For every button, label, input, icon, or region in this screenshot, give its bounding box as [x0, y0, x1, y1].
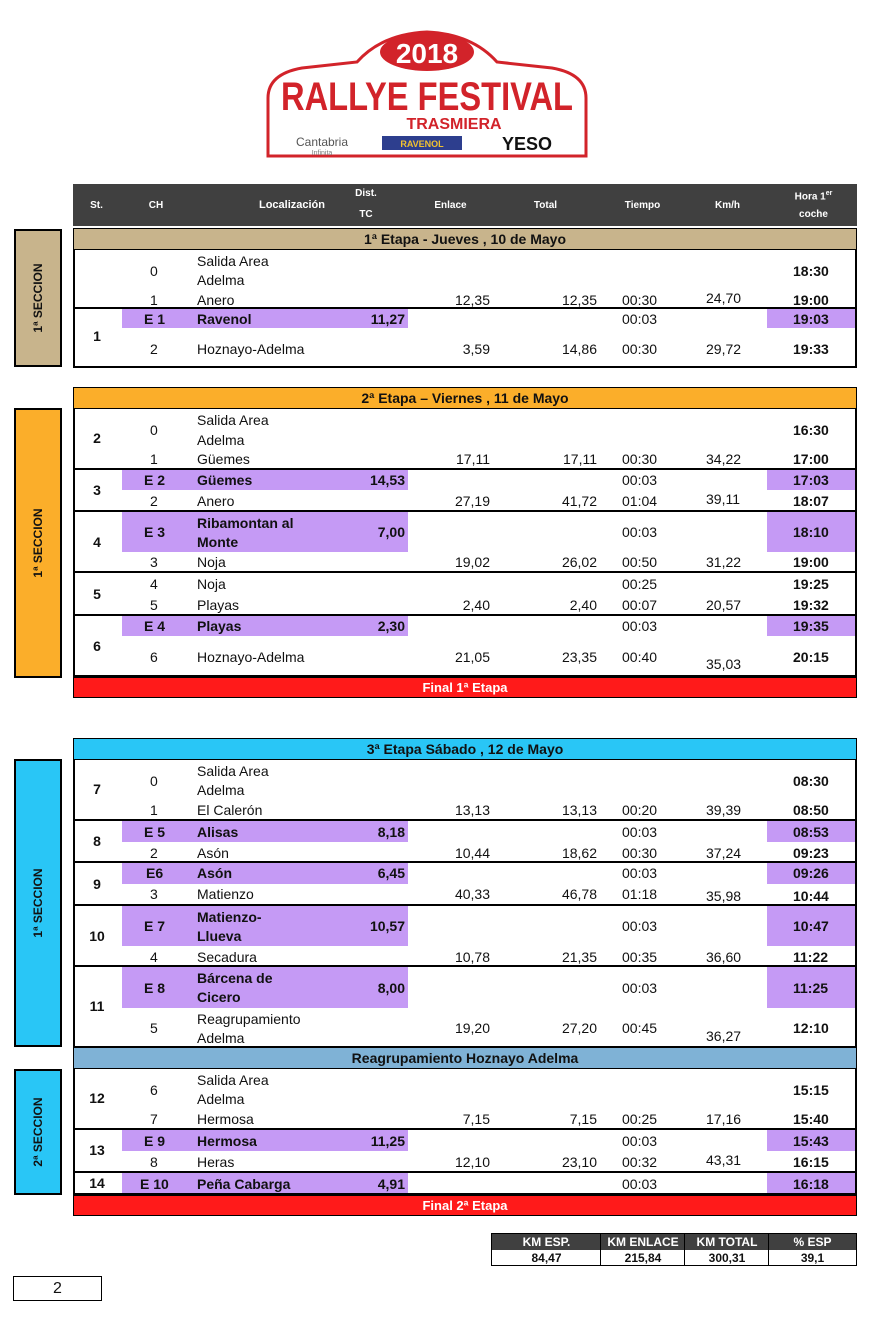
table-row-tiempo: 00:40 — [622, 649, 658, 665]
table-row-tc: 4,91 — [377, 1176, 405, 1192]
header-coche: coche — [799, 209, 828, 220]
table-row-tc: 8,00 — [377, 980, 405, 996]
etapa3-title-bar: 3ª Etapa Sábado , 12 de Mayo — [73, 738, 857, 760]
table-row-hora: 18:07 — [793, 493, 829, 509]
table-row-hora: 12:10 — [793, 1020, 829, 1036]
table-row-loc: Anero — [197, 292, 235, 308]
table-row-st: 1 — [93, 328, 101, 344]
table-row-st: 4 — [93, 534, 101, 550]
table-row-loc: Hoznayo-Adelma — [197, 649, 305, 665]
table-row-enlace: 27,19 — [454, 493, 490, 509]
table-row-st: 8 — [93, 833, 101, 849]
table-row-hora: 18:30 — [793, 263, 829, 279]
table-row-ch: 2 — [150, 845, 158, 861]
table-row-enlace: 2,40 — [462, 597, 490, 613]
etapa2-seccion-label — [14, 408, 62, 678]
table-row-enlace: 13,13 — [454, 802, 490, 818]
table-row-tiempo: 00:03 — [622, 865, 658, 881]
table-header — [73, 184, 857, 226]
table-row-total: 7,15 — [569, 1111, 597, 1127]
table-row-kmh: 34,22 — [706, 451, 742, 467]
table-row-loc: Cicero — [197, 989, 241, 1005]
table-row-ch: E 2 — [144, 472, 166, 488]
table-row-ch: 3 — [150, 886, 158, 902]
table-row-tc: 2,30 — [377, 618, 405, 634]
table-row-total: 46,78 — [561, 886, 597, 902]
summary-header-esp-pct: % ESP — [769, 1234, 856, 1250]
table-row-st: 6 — [93, 638, 101, 654]
etapa1-seccion-text: 1ª SECCION — [31, 263, 45, 333]
table-row-hora: 17:03 — [793, 472, 829, 488]
table-row-hora: 10:44 — [793, 888, 829, 904]
table-row-total: 23,10 — [561, 1154, 597, 1170]
table-row-st: 3 — [93, 482, 101, 498]
header-dist: Dist. — [355, 188, 377, 199]
table-row-ch: 1 — [150, 292, 158, 308]
table-row-loc: Asón — [197, 845, 229, 861]
table-row-kmh: 36,27 — [706, 1028, 742, 1044]
etapa3-seccion1-label — [14, 759, 62, 1047]
table-row-total: 18,62 — [561, 845, 597, 861]
table-row-ch: 4 — [150, 949, 158, 965]
table-row-loc: Noja — [197, 554, 226, 570]
table-row-hora: 16:30 — [793, 422, 829, 438]
table-row-kmh: 35,03 — [706, 656, 742, 672]
table-row-loc: Ravenol — [197, 311, 252, 327]
logo-sponsor-yeso: YESO — [501, 134, 553, 154]
table-row-hora: 19:03 — [793, 311, 829, 327]
etapa3-seccion2-text: 2ª SECCION — [31, 1097, 45, 1167]
table-row-ch: 6 — [150, 1082, 158, 1098]
logo-sponsor-cantabria: Cantabria — [295, 135, 349, 149]
reagrupamiento-bar: Reagrupamiento Hoznayo Adelma — [73, 1047, 857, 1069]
table-row-loc: Heras — [197, 1154, 235, 1170]
table-row-tiempo: 00:03 — [622, 311, 658, 327]
table-row-loc: Matienzo — [197, 886, 254, 902]
table-row-hora: 15:15 — [793, 1082, 829, 1098]
table-row-loc: Adelma — [197, 272, 245, 288]
summary-header-km-esp: KM ESP. — [492, 1234, 601, 1250]
table-row-tiempo: 00:30 — [622, 845, 658, 861]
table-row-enlace: 17,11 — [456, 451, 490, 467]
table-row-ch: E 9 — [144, 1133, 166, 1149]
table-row-ch: 2 — [150, 493, 158, 509]
table-row-st: 5 — [93, 586, 101, 602]
summary-table — [491, 1233, 857, 1266]
header-ch: CH — [148, 200, 164, 211]
table-row-tiempo: 00:03 — [622, 980, 658, 996]
summary-divider — [600, 1234, 601, 1266]
logo-year: 2018 — [395, 38, 459, 69]
table-row-tiempo: 00:03 — [622, 1133, 658, 1149]
table-row-kmh: 35,98 — [706, 888, 742, 904]
table-row-total: 13,13 — [561, 802, 597, 818]
table-row-total: 26,02 — [561, 554, 597, 570]
table-row-enlace: 12,35 — [454, 292, 490, 308]
table-row-loc: Secadura — [197, 949, 257, 965]
table-row-ch: E 3 — [144, 524, 166, 540]
table-row-total: 27,20 — [561, 1020, 597, 1036]
table-row-kmh: 43,31 — [706, 1152, 742, 1168]
etapa1-seccion-label — [14, 229, 62, 367]
table-row-st: 12 — [89, 1090, 105, 1106]
table-row-hora: 15:40 — [793, 1111, 829, 1127]
table-row-loc: Salida Area — [197, 412, 269, 428]
table-row-hora: 09:26 — [793, 865, 829, 881]
page-number: 2 — [13, 1276, 102, 1301]
table-row-hora: 19:32 — [793, 597, 829, 613]
etapa2-final-bar: Final 1ª Etapa — [73, 677, 857, 698]
table-row-hora: 11:25 — [793, 980, 829, 996]
table-row-hora: 10:47 — [793, 918, 829, 934]
table-row-ch: 4 — [150, 576, 158, 592]
table-row-hora: 17:00 — [793, 451, 829, 467]
table-row-loc: Peña Cabarga — [197, 1176, 291, 1192]
table-row-loc: Anero — [197, 493, 235, 509]
table-row-hora: 19:35 — [793, 618, 829, 634]
table-row-loc: Hermosa — [197, 1133, 257, 1149]
table-row-loc: Hoznayo-Adelma — [197, 341, 305, 357]
table-row-hora: 19:00 — [793, 292, 829, 308]
table-row-ch: E 4 — [144, 618, 166, 634]
table-row-loc: Salida Area — [197, 253, 269, 269]
table-row-hora: 08:50 — [793, 802, 829, 818]
table-row-loc: Güemes — [197, 451, 250, 467]
table-row-st: 2 — [93, 430, 101, 446]
table-row-loc: Matienzo- — [197, 909, 262, 925]
table-row-kmh: 31,22 — [706, 554, 742, 570]
table-row-loc: Llueva — [197, 928, 242, 944]
etapa2-title-bar: 2ª Etapa – Viernes , 11 de Mayo — [73, 387, 857, 409]
table-row-tiempo: 00:30 — [622, 341, 658, 357]
table-row-kmh: 20,57 — [706, 597, 742, 613]
header-kmh: Km/h — [715, 200, 740, 211]
rallye-festival-logo — [262, 28, 592, 163]
etapa3-seccion2-label — [14, 1069, 62, 1195]
table-row-st: 14 — [89, 1175, 105, 1191]
table-row-enlace: 10,44 — [454, 845, 490, 861]
table-row-kmh: 29,72 — [706, 341, 742, 357]
summary-value-km-esp: 84,47 — [531, 1251, 562, 1265]
table-row-hora: 09:23 — [793, 845, 829, 861]
table-row-st: 7 — [93, 781, 101, 797]
table-row-ch: 0 — [150, 773, 158, 789]
table-row-hora: 19:33 — [793, 341, 829, 357]
table-row-ch: 8 — [150, 1154, 158, 1170]
table-row-hora: 15:43 — [793, 1133, 829, 1149]
table-row-tc: 14,53 — [369, 472, 405, 488]
table-row-enlace: 19,02 — [454, 554, 490, 570]
table-row-hora: 08:53 — [793, 824, 829, 840]
table-row-kmh: 24,70 — [706, 290, 742, 306]
table-row-loc: Adelma — [197, 1091, 245, 1107]
table-row-hora: 16:15 — [793, 1154, 829, 1170]
table-row-tiempo: 00:35 — [622, 949, 658, 965]
table-row-tiempo: 00:32 — [622, 1154, 658, 1170]
header-hora-text: Hora 1 — [794, 191, 826, 203]
table-row-tiempo: 00:25 — [622, 1111, 658, 1127]
table-row-total: 41,72 — [561, 493, 597, 509]
table-row-enlace: 12,10 — [454, 1154, 490, 1170]
table-row-loc: Salida Area — [197, 763, 269, 779]
logo-sponsor-cantabria-sub: Infinita — [311, 150, 333, 157]
summary-divider — [768, 1234, 769, 1266]
table-row-ch: 7 — [150, 1111, 158, 1127]
table-row-loc: Hermosa — [197, 1111, 254, 1127]
table-row-total: 12,35 — [561, 292, 597, 308]
table-row-hora: 20:15 — [793, 649, 829, 665]
table-row-tc: 6,45 — [377, 865, 405, 881]
table-row-hora: 11:22 — [793, 949, 829, 965]
table-row-loc: Monte — [197, 534, 239, 550]
header-total: Total — [533, 200, 558, 211]
table-row-loc: Adelma — [197, 1030, 245, 1046]
table-row-loc: Adelma — [197, 782, 245, 798]
table-row-tiempo: 00:30 — [622, 292, 658, 308]
table-row-tiempo: 00:25 — [622, 576, 658, 592]
table-row-total: 17,11 — [563, 451, 597, 467]
table-row-tc: 11,25 — [370, 1133, 405, 1149]
table-row-ch: 2 — [150, 341, 158, 357]
logo-subtitle: TRASMIERA — [406, 116, 502, 133]
table-row-ch: 1 — [150, 802, 158, 818]
table-row-ch: E 5 — [144, 824, 166, 840]
table-row-ch: 1 — [150, 451, 158, 467]
table-row-enlace: 21,05 — [454, 649, 490, 665]
table-row-kmh: 37,24 — [706, 845, 742, 861]
table-row-tiempo: 01:04 — [622, 493, 658, 509]
table-row-enlace: 19,20 — [454, 1020, 490, 1036]
table-row-loc: Reagrupamiento — [197, 1011, 301, 1027]
table-row-enlace: 10,78 — [454, 949, 490, 965]
logo-title: RALLYE FESTIVAL — [281, 75, 573, 119]
table-row-st: 11 — [89, 998, 105, 1014]
table-row-total: 23,35 — [561, 649, 597, 665]
table-row-loc: Güemes — [197, 472, 253, 488]
table-row-hora: 18:10 — [793, 524, 829, 540]
table-row-tiempo: 00:03 — [622, 618, 658, 634]
table-row-hora: 19:00 — [793, 554, 829, 570]
table-row-tiempo: 00:45 — [622, 1020, 658, 1036]
table-row-tc: 8,18 — [377, 824, 405, 840]
table-row-st: 13 — [89, 1142, 105, 1158]
table-row-loc: Playas — [197, 618, 242, 634]
table-row-tc: 10,57 — [369, 918, 405, 934]
table-row-hora: 08:30 — [793, 773, 829, 789]
table-row-st: 9 — [93, 876, 101, 892]
table-row-ch: E 1 — [144, 311, 166, 327]
table-row-tiempo: 00:03 — [622, 1176, 658, 1192]
etapa3-final-bar: Final 2ª Etapa — [73, 1195, 857, 1216]
etapa1-title-bar: 1ª Etapa - Jueves , 10 de Mayo — [73, 228, 857, 250]
header-st: St. — [90, 200, 103, 211]
summary-header-km-enlace: KM ENLACE — [601, 1234, 685, 1250]
table-row-total: 2,40 — [569, 597, 597, 613]
etapa3-seccion1-text: 1ª SECCION — [31, 868, 45, 938]
header-tc: TC — [359, 209, 373, 220]
table-row-hora: 16:18 — [793, 1176, 829, 1192]
table-row-kmh: 39,11 — [706, 491, 740, 507]
table-row-enlace: 3,59 — [462, 341, 490, 357]
table-row-st: 10 — [89, 928, 105, 944]
table-row-loc: Noja — [197, 576, 226, 592]
table-row-loc: Alisas — [197, 824, 239, 840]
table-row-ch: 3 — [150, 554, 158, 570]
table-row-ch: E6 — [146, 865, 164, 881]
table-row-tc: 11,27 — [370, 311, 405, 327]
table-row-tiempo: 00:03 — [622, 472, 658, 488]
table-row-kmh: 17,16 — [706, 1111, 742, 1127]
table-row-loc: Adelma — [197, 432, 245, 448]
header-hora — [770, 187, 857, 203]
summary-value-km-total: 300,31 — [708, 1251, 746, 1265]
etapa2-seccion-text: 1ª SECCION — [31, 508, 45, 578]
table-row-tiempo: 00:03 — [622, 824, 658, 840]
table-row-tiempo: 00:20 — [622, 802, 658, 818]
header-enlace: Enlace — [434, 200, 467, 211]
table-row-kmh: 36,60 — [706, 949, 742, 965]
table-row-ch: E 10 — [140, 1176, 169, 1192]
summary-value-esp-pct: 39,1 — [800, 1251, 825, 1265]
table-row-tiempo: 00:07 — [622, 597, 658, 613]
table-row-ch: 0 — [150, 263, 158, 279]
table-row-ch: 5 — [150, 597, 158, 613]
table-row-enlace: 7,15 — [462, 1111, 490, 1127]
table-row-tiempo: 00:03 — [622, 918, 658, 934]
table-row-tc: 7,00 — [377, 524, 405, 540]
header-localizacion: Localización — [258, 199, 326, 211]
logo-sponsor-ravenol: RAVENOL — [400, 139, 444, 149]
table-row-enlace: 40,33 — [454, 886, 490, 902]
table-row-ch: 5 — [150, 1020, 158, 1036]
header-tiempo: Tiempo — [624, 200, 661, 211]
table-row-ch: 0 — [150, 422, 158, 438]
summary-header-km-total: KM TOTAL — [685, 1234, 769, 1250]
table-row-tiempo: 00:03 — [622, 524, 658, 540]
table-row-ch: 6 — [150, 649, 158, 665]
table-row-ch: E 8 — [144, 980, 166, 996]
summary-divider — [684, 1234, 685, 1266]
header-hora-sup: er — [825, 190, 833, 197]
table-row-tiempo: 00:50 — [622, 554, 658, 570]
table-row-loc: Bárcena de — [197, 970, 273, 986]
table-row-ch: E 7 — [144, 918, 166, 934]
table-row-loc: Salida Area — [197, 1072, 269, 1088]
table-row-loc: Playas — [197, 597, 240, 613]
table-row-tiempo: 01:18 — [622, 886, 658, 902]
table-row-kmh: 39,39 — [706, 802, 742, 818]
table-row-hora: 19:25 — [793, 576, 829, 592]
table-row-tiempo: 00:30 — [622, 451, 658, 467]
table-row-loc: Asón — [197, 865, 232, 881]
table-row-loc: Ribamontan al — [197, 515, 294, 531]
table-row-total: 14,86 — [561, 341, 597, 357]
summary-value-km-enlace: 215,84 — [624, 1251, 662, 1265]
table-row-loc: El Calerón — [197, 802, 263, 818]
table-row-total: 21,35 — [561, 949, 597, 965]
